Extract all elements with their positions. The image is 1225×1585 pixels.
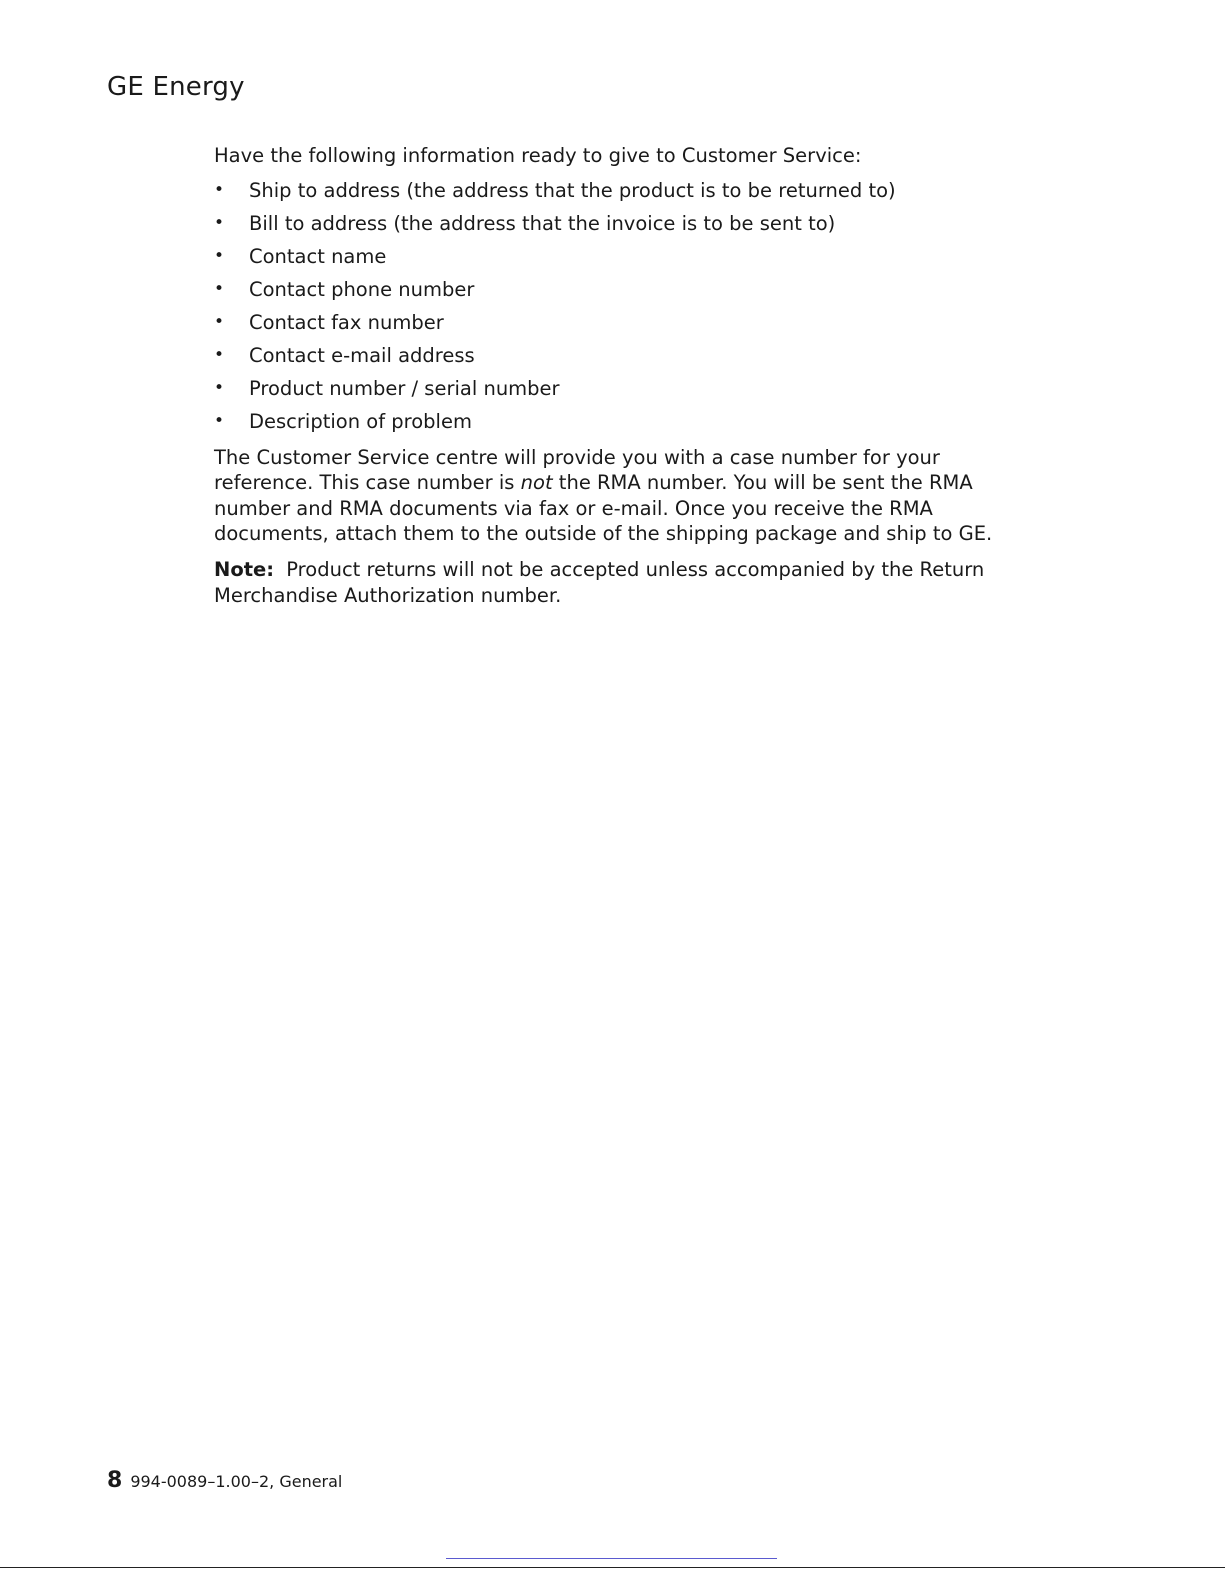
list-item-text: Ship to address (the address that the product is to be returned to) <box>249 179 896 202</box>
paragraph-emphasis: not <box>520 471 553 495</box>
page-footer <box>107 1468 342 1493</box>
page-header-title: GE Energy <box>107 72 245 102</box>
bullet-icon: • <box>214 411 225 431</box>
paragraph-text-part1: The Customer Service centre will provide you with a case number for your reference. This case number is <box>214 446 940 495</box>
list-item <box>214 211 1044 244</box>
bullet-icon: • <box>214 345 225 365</box>
list-item-text: Bill to address (the address that the invoice is to be sent to) <box>249 212 836 235</box>
list-item <box>214 310 1044 343</box>
note-label: Note: <box>214 558 275 582</box>
bullet-icon: • <box>214 180 225 200</box>
main-content <box>214 143 1044 609</box>
required-info-list <box>214 178 1044 442</box>
case-number-paragraph <box>214 445 1044 546</box>
bottom-divider <box>0 1567 1225 1568</box>
list-item <box>214 376 1044 409</box>
bullet-icon: • <box>214 246 225 266</box>
list-item-text: Contact fax number <box>249 311 444 334</box>
paragraph-text-part2: the RMA number. You will be sent the RMA number and RMA documents via fax or e-mail. Once you receive the RMA documents, attach them to the outside of the shipping package and ship to GE. <box>214 471 993 545</box>
list-item <box>214 277 1044 310</box>
bullet-icon: • <box>214 279 225 299</box>
list-item-text: Contact e-mail address <box>249 344 475 367</box>
list-item <box>214 409 1044 442</box>
intro-text: Have the following information ready to give to Customer Service: <box>214 144 862 167</box>
list-item <box>214 343 1044 376</box>
list-item-text: Description of problem <box>249 410 472 433</box>
note-paragraph <box>214 557 1044 609</box>
list-item-text: Contact name <box>249 245 387 268</box>
bullet-icon: • <box>214 312 225 332</box>
document-id: 994-0089–1.00–2, General <box>130 1472 343 1491</box>
bullet-icon: • <box>214 213 225 233</box>
list-item <box>214 244 1044 277</box>
note-text: Product returns will not be accepted unless accompanied by the Return Merchandise Authorization number. <box>214 558 985 608</box>
list-item-text: Product number / serial number <box>249 377 560 400</box>
bullet-icon: • <box>214 378 225 398</box>
bottom-accent-line <box>446 1558 777 1559</box>
page-number: 8 <box>107 1468 123 1493</box>
list-item-text: Contact phone number <box>249 278 475 301</box>
list-item <box>214 178 1044 211</box>
